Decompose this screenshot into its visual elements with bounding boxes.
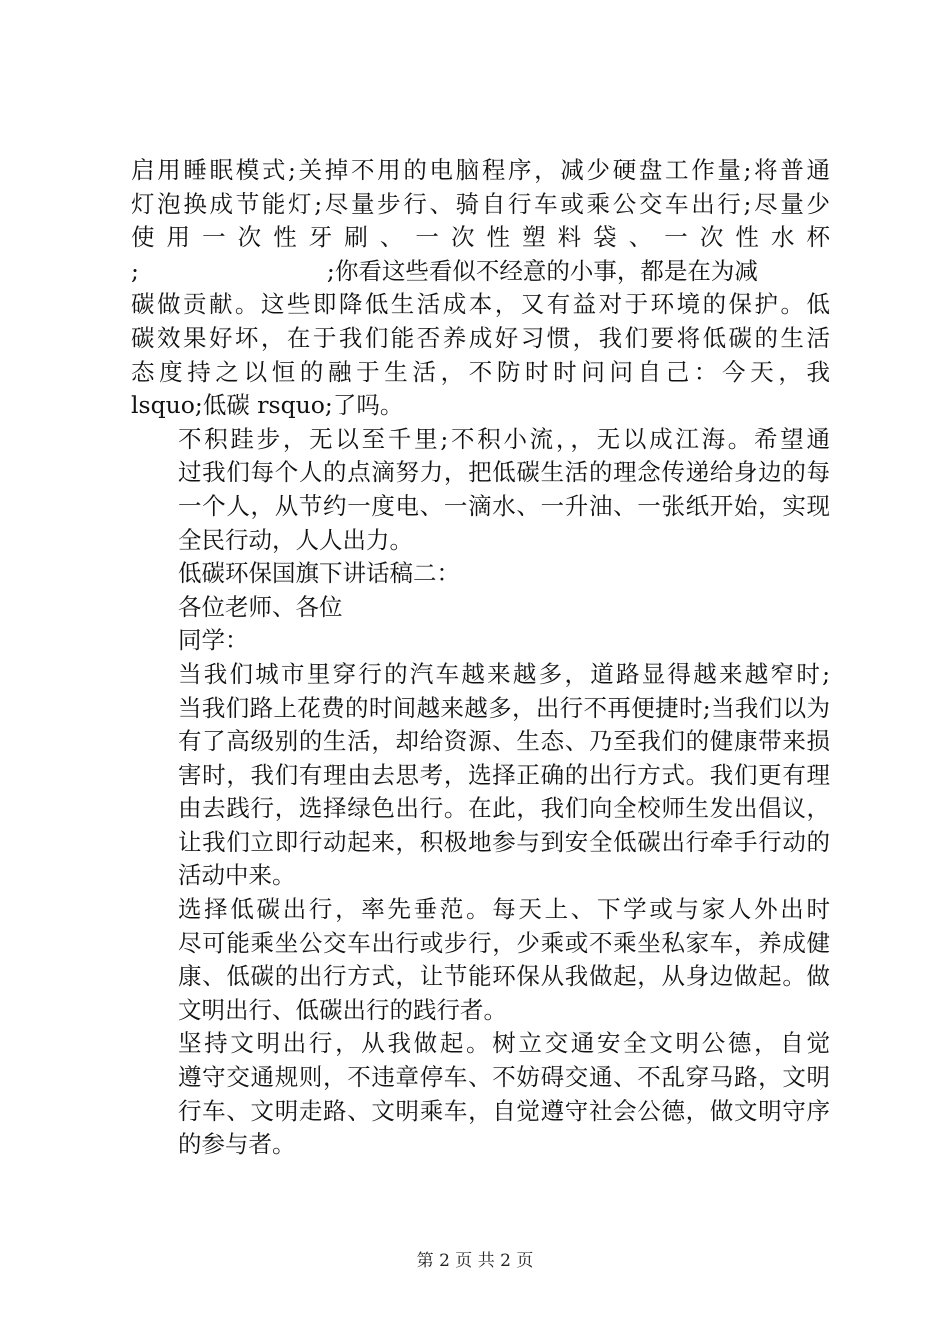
page-number-footer (0, 1246, 950, 1271)
paragraph-1 (131, 154, 830, 423)
text-line: 选择低碳出行，率先垂范。每天上、下学或与家人外出时 (178, 895, 830, 924)
text-line: lsquo;低碳 rsquo;了吗。 (131, 391, 404, 420)
heading-speech-two (131, 557, 830, 591)
text-line: 行车、文明走路、文明乘车，自觉遵守社会公德，做文明守序 (178, 1096, 830, 1125)
document-body (131, 154, 830, 1162)
text-line: 不积跬步，无以至千里;不积小流，，无以成江海。希望通 (178, 424, 830, 453)
page-number-label: 第 2 页 共 2 页 (416, 1251, 534, 1271)
text-line: 遵守交通规则，不违章停车、不妨碍交通、不乱穿马路，文明 (178, 1063, 830, 1092)
text-line: 灯泡换成节能灯;尽量步行、骑自行车或乘公交车出行;尽量少 (131, 189, 830, 218)
text-line: 启用睡眠模式;关掉不用的电脑程序，减少硬盘工作量;将普通 (131, 156, 830, 184)
text-line: 一个人，从节约一度电、一滴水、一升油、一张纸开始，实现 (178, 491, 830, 520)
text-line: 态度持之以恒的融于生活，不防时时问问自己：今天，我 (131, 357, 830, 386)
text-line: 尽可能乘坐公交车出行或步行，少乘或不乘坐私家车，养成健 (178, 928, 830, 957)
salutation-teachers (131, 591, 830, 625)
paragraph-4 (131, 893, 830, 1027)
text-line: 使用一次性牙刷、一次性塑料袋、一次性水杯 (131, 223, 830, 252)
text-line: 康、低碳的出行方式，让节能环保从我做起，从身边做起。做 (178, 962, 830, 991)
text-line: 活动中来。 (178, 861, 296, 890)
text-line: 碳效果好坏，在于我们能否养成好习惯，我们要将低碳的生活 (131, 323, 830, 352)
text-line: 当我们路上花费的时间越来越多，出行不再便捷时;当我们以为 (178, 693, 830, 722)
text-line: ; ;你看这些看似不经意的小事，都是在为减 (131, 256, 758, 285)
paragraph-3 (131, 658, 830, 893)
paragraph-5 (131, 1027, 830, 1161)
text-line: 由去践行，选择绿色出行。在此，我们向全校师生发出倡议， (178, 794, 830, 823)
paragraph-2 (131, 423, 830, 557)
text-line: 过我们每个人的点滴努力，把低碳生活的理念传递给身边的每 (178, 458, 830, 487)
text-line: 文明出行、低碳出行的践行者。 (178, 995, 507, 1024)
text-line: 的参与者。 (178, 1130, 296, 1159)
text-line: 有了高级别的生活，却给资源、生态、乃至我们的健康带来损 (178, 727, 830, 756)
text-line: 同学： (178, 626, 249, 655)
text-line: 害时，我们有理由去思考，选择正确的出行方式。我们更有理 (178, 760, 830, 789)
text-line: 全民行动，人人出力。 (178, 525, 413, 554)
text-line: 让我们立即行动起来，积极地参与到安全低碳出行牵手行动的 (178, 827, 830, 856)
text-line: 各位老师、各位 (178, 592, 343, 621)
text-line: 碳做贡献。这些即降低生活成本，又有益对于环境的保护。低 (131, 290, 830, 319)
text-line: 当我们城市里穿行的汽车越来越多，道路显得越来越窄时; (178, 659, 830, 688)
salutation-students (131, 624, 830, 658)
text-line: 坚持文明出行，从我做起。树立交通安全文明公德，自觉 (178, 1029, 830, 1058)
text-line: 低碳环保国旗下讲话稿二： (178, 559, 460, 588)
